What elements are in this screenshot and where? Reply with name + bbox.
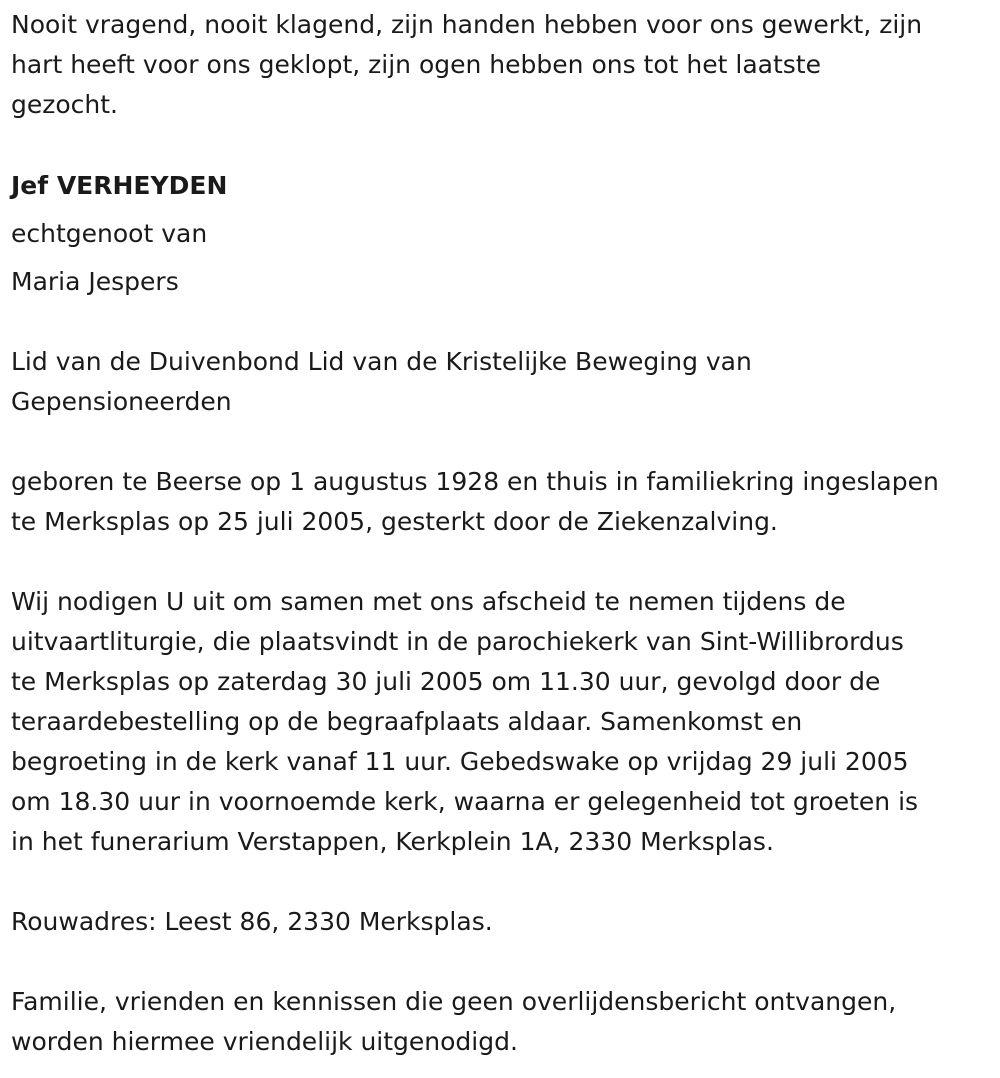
invitation-line: om 18.30 uur in voornoemde kerk, waarna er gelegenheid tot groeten is — [11, 787, 919, 816]
birth-death-line: geboren te Beerse op 1 augustus 1928 en thuis in familiekring ingeslapen — [11, 467, 939, 496]
memberships-line: Lid van de Duivenbond Lid van de Kristelijke Beweging van — [11, 347, 752, 376]
invitation-line: teraardebestelling op de begraafplaats aldaar. Samenkomst en — [11, 707, 803, 736]
memberships-paragraph — [11, 342, 986, 422]
invitation-line: uitvaartliturgie, die plaatsvindt in de parochiekerk van Sint-Willibrordus — [11, 627, 904, 656]
intro-line: hart heeft voor ons geklopt, zijn ogen hebben ons tot het laatste — [11, 50, 821, 79]
intro-line: Nooit vragend, nooit klagend, zijn handen hebben voor ons gewerkt, zijn — [11, 10, 923, 39]
address-paragraph: Rouwadres: Leest 86, 2330 Merksplas. — [11, 907, 493, 936]
closing-paragraph — [11, 982, 986, 1062]
invitation-paragraph — [11, 582, 986, 862]
deceased-name: Jef VERHEYDEN — [11, 171, 228, 200]
invitation-line: in het funerarium Verstappen, Kerkplein 1A, 2330 Merksplas. — [11, 827, 774, 856]
memberships-line: Gepensioneerden — [11, 387, 232, 416]
intro-line: gezocht. — [11, 90, 119, 119]
invitation-line: Wij nodigen U uit om samen met ons afscheid te nemen tijdens de — [11, 587, 846, 616]
closing-line: Familie, vrienden en kennissen die geen overlijdensbericht ontvangen, — [11, 987, 897, 1016]
invitation-line: begroeting in de kerk vanaf 11 uur. Gebedswake op vrijdag 29 juli 2005 — [11, 747, 909, 776]
spouse-name: Maria Jespers — [11, 267, 179, 296]
closing-line: worden hiermee vriendelijk uitgenodigd. — [11, 1027, 518, 1056]
invitation-line: te Merksplas op zaterdag 30 juli 2005 om 11.30 uur, gevolgd door de — [11, 667, 881, 696]
birth-death-paragraph — [11, 462, 986, 542]
birth-death-line: te Merksplas op 25 juli 2005, gesterkt door de Ziekenzalving. — [11, 507, 778, 536]
relation-text: echtgenoot van — [11, 219, 208, 248]
intro-paragraph — [11, 5, 986, 125]
